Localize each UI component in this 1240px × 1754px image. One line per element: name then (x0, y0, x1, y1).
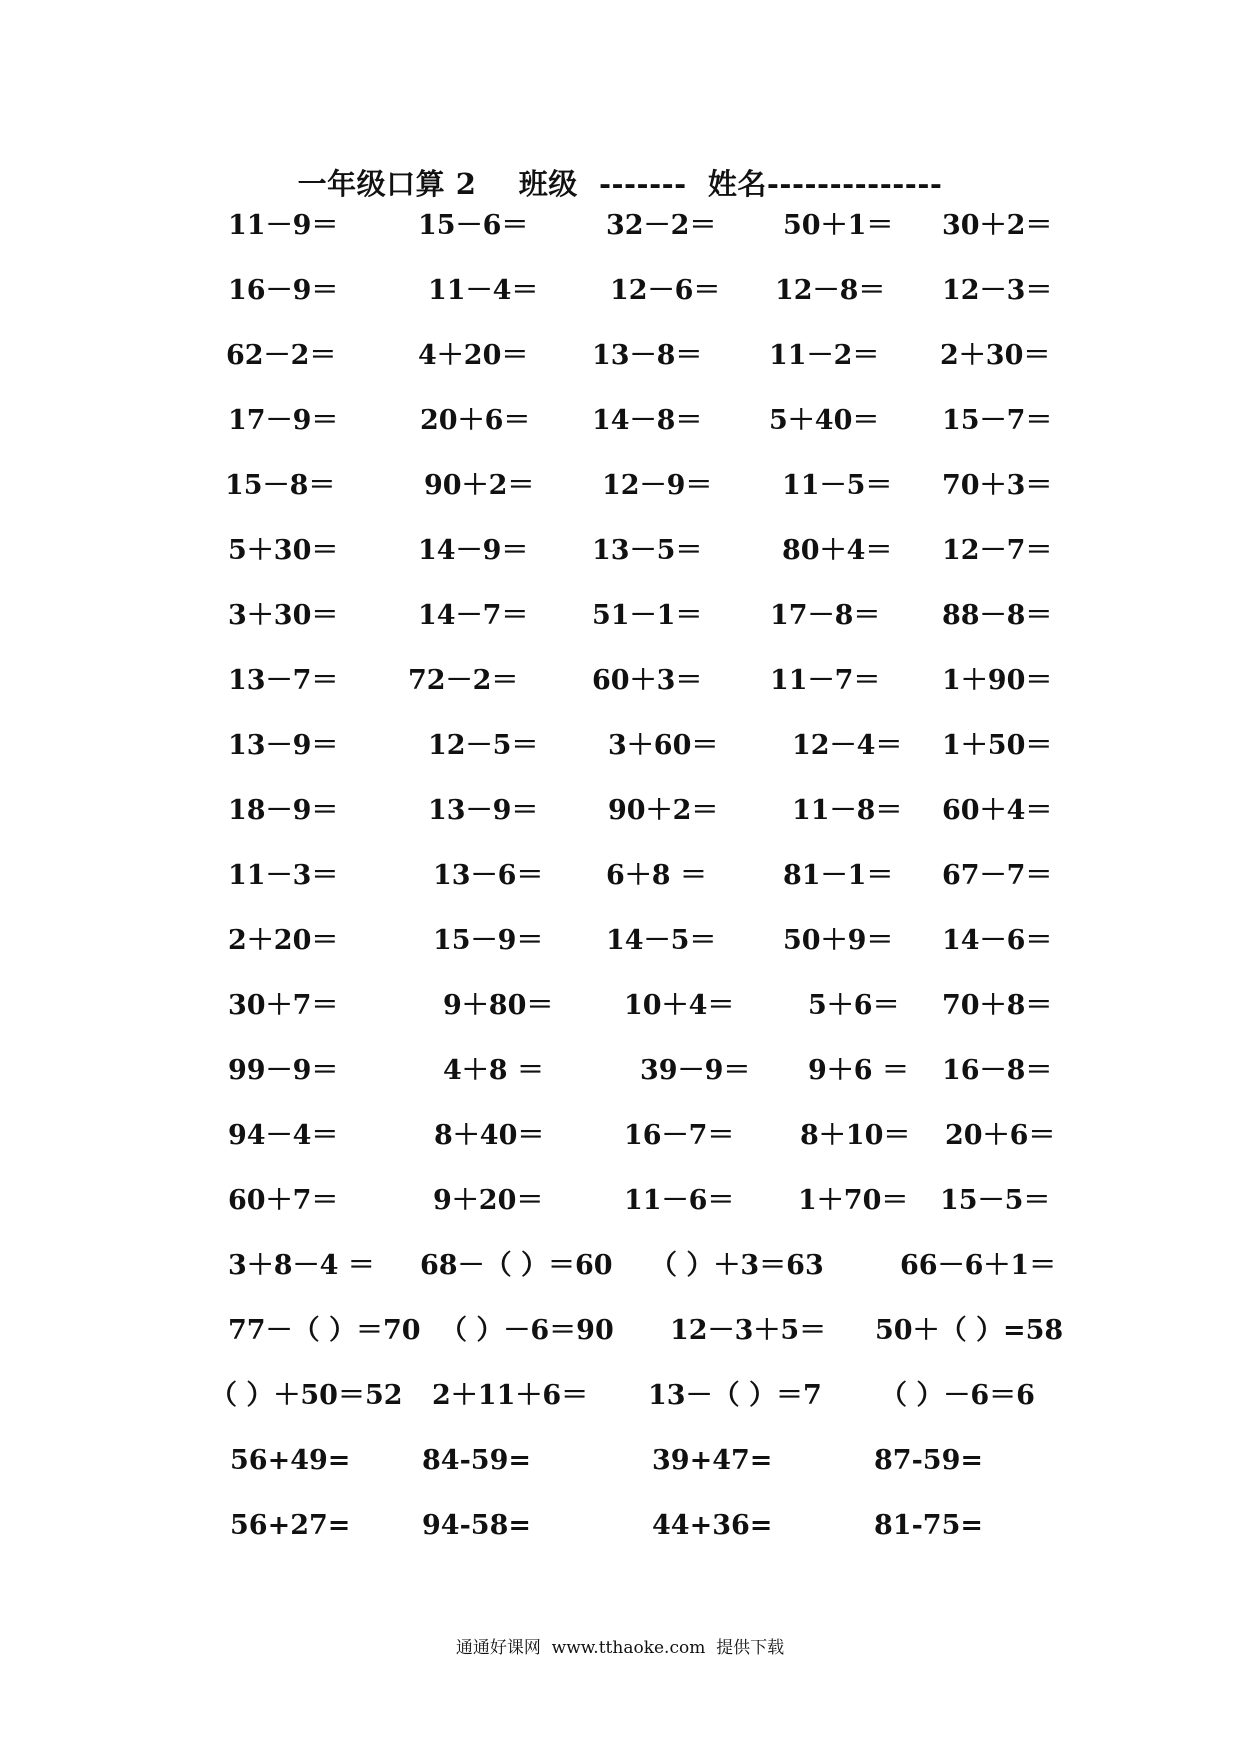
problem-item: 18－9＝ (228, 795, 339, 826)
problem-item: 13－7＝ (228, 665, 339, 696)
problem-row (0, 336, 1240, 376)
problem-item: 60＋7＝ (228, 1185, 339, 1216)
problem-item: 13－6＝ (433, 860, 544, 891)
problem-item: 90＋2＝ (424, 470, 535, 501)
problem-item: 14－9＝ (418, 535, 529, 566)
problem-item: 8＋40＝ (434, 1120, 545, 1151)
problem-item: 16－9＝ (228, 275, 339, 306)
problem-item: 30＋2＝ (942, 210, 1053, 241)
problem-item: 30＋7＝ (228, 990, 339, 1021)
problem-item: 10＋4＝ (624, 990, 735, 1021)
problem-row (0, 466, 1240, 506)
problem-item: 81-75= (874, 1510, 983, 1541)
problem-row (0, 1506, 1240, 1546)
problem-item: 15－5＝ (940, 1185, 1051, 1216)
problem-item: 11－8＝ (792, 795, 903, 826)
problem-item: 11－9＝ (228, 210, 339, 241)
problem-item: 6＋8 ＝ (606, 860, 707, 891)
problem-item: 11－3＝ (228, 860, 339, 891)
problem-row (0, 986, 1240, 1026)
problem-item: 2＋20＝ (228, 925, 339, 956)
problem-item: 17－9＝ (228, 405, 339, 436)
problem-item: 99－9＝ (228, 1055, 339, 1086)
problem-item: 3＋60＝ (608, 730, 719, 761)
problem-item: 67－7＝ (942, 860, 1053, 891)
problem-item: 11－5＝ (782, 470, 893, 501)
problem-item: 56+27= (230, 1510, 351, 1541)
problem-item: 20＋6＝ (945, 1120, 1056, 1151)
problem-item: 12－9＝ (602, 470, 713, 501)
problem-item: 87-59= (874, 1445, 983, 1476)
problem-item: 8＋10＝ (800, 1120, 911, 1151)
problem-item: 5＋40＝ (769, 405, 880, 436)
worksheet-title: 一年级口算 2 班级 ------- 姓名-------------- (297, 167, 943, 201)
problem-item: 88－8＝ (942, 600, 1053, 631)
problem-item: 5＋6＝ (808, 990, 900, 1021)
problem-item: 9＋20＝ (433, 1185, 544, 1216)
problem-item: 5＋30＝ (228, 535, 339, 566)
problem-row (0, 1246, 1240, 1286)
problem-row (0, 791, 1240, 831)
problem-item: 11－6＝ (624, 1185, 735, 1216)
problem-item: 12－4＝ (792, 730, 903, 761)
problem-item: 14－8＝ (592, 405, 703, 436)
problem-item: 94－4＝ (228, 1120, 339, 1151)
problem-item: 13－9＝ (228, 730, 339, 761)
problem-item: 94-58= (422, 1510, 531, 1541)
problem-row (0, 401, 1240, 441)
problem-item: 68－（ ）＝60 (420, 1250, 613, 1281)
problem-item: 15－7＝ (942, 405, 1053, 436)
problem-row (0, 1181, 1240, 1221)
problem-row (0, 206, 1240, 246)
problem-item: 81－1＝ (783, 860, 894, 891)
problem-row (0, 1116, 1240, 1156)
problem-item: 11－4＝ (428, 275, 539, 306)
problem-item: 12－3＝ (942, 275, 1053, 306)
problem-item: 77－（ ）＝70 (228, 1315, 421, 1346)
problem-row (0, 1051, 1240, 1091)
problem-item: 16－7＝ (624, 1120, 735, 1151)
problem-item: 11－7＝ (770, 665, 881, 696)
problem-item: 51－1＝ (592, 600, 703, 631)
problem-item: 1＋90＝ (942, 665, 1053, 696)
problem-item: 16－8＝ (942, 1055, 1053, 1086)
problem-item: 39+47= (652, 1445, 773, 1476)
problem-row (0, 921, 1240, 961)
problem-item: 2＋11＋6＝ (432, 1380, 589, 1411)
problem-item: 14－5＝ (606, 925, 717, 956)
problem-item: 80＋4＝ (782, 535, 893, 566)
problem-item: 13－9＝ (428, 795, 539, 826)
problem-item: （ ）＋3＝63 (650, 1250, 824, 1281)
problem-item: 44+36= (652, 1510, 773, 1541)
problem-item: 15－8＝ (225, 470, 336, 501)
problem-item: 13－5＝ (592, 535, 703, 566)
problem-item: 9＋80＝ (443, 990, 554, 1021)
problem-item: 12－3＋5＝ (670, 1315, 827, 1346)
problem-item: 1＋70＝ (798, 1185, 909, 1216)
problem-row (0, 531, 1240, 571)
problem-item: 3＋8－4 ＝ (228, 1250, 375, 1281)
problem-item: 14－6＝ (942, 925, 1053, 956)
problem-item: 13－（ ）＝7 (648, 1380, 822, 1411)
problem-item: 4＋20＝ (418, 340, 529, 371)
problem-item: 9＋6 ＝ (808, 1055, 909, 1086)
problem-item: 20＋6＝ (420, 405, 531, 436)
problem-item: 17－8＝ (770, 600, 881, 631)
problem-row (0, 726, 1240, 766)
problem-item: 62－2＝ (226, 340, 337, 371)
problem-item: 66－6＋1＝ (900, 1250, 1057, 1281)
problem-item: 12－8＝ (775, 275, 886, 306)
problem-item: 15－9＝ (433, 925, 544, 956)
problem-row (0, 856, 1240, 896)
problem-item: 14－7＝ (418, 600, 529, 631)
problem-item: 13－8＝ (592, 340, 703, 371)
problem-item: 2＋30＝ (940, 340, 1051, 371)
problem-item: 11－2＝ (769, 340, 880, 371)
problem-row (0, 1441, 1240, 1481)
problem-item: 72－2＝ (408, 665, 519, 696)
problem-row (0, 1311, 1240, 1351)
problem-item: （ ）＋50＝52 (210, 1380, 403, 1411)
footer-credit: 通通好课网 www.tthaoke.com 提供下载 (455, 1638, 785, 1658)
problem-item: 50＋（ ）=58 (875, 1315, 1064, 1346)
problem-row (0, 596, 1240, 636)
problem-item: 50＋9＝ (783, 925, 894, 956)
problem-row (0, 1376, 1240, 1416)
problem-item: （ ）－6＝6 (880, 1380, 1035, 1411)
problem-item: 70＋8＝ (942, 990, 1053, 1021)
problem-item: （ ）－6＝90 (440, 1315, 614, 1346)
problem-item: 50＋1＝ (783, 210, 894, 241)
problem-item: 12－7＝ (942, 535, 1053, 566)
problem-item: 15－6＝ (418, 210, 529, 241)
problem-item: 12－6＝ (610, 275, 721, 306)
problem-item: 4＋8 ＝ (443, 1055, 544, 1086)
problem-item: 12－5＝ (428, 730, 539, 761)
problem-item: 1＋50＝ (942, 730, 1053, 761)
problem-row (0, 271, 1240, 311)
problem-item: 70＋3＝ (942, 470, 1053, 501)
problem-item: 60＋3＝ (592, 665, 703, 696)
problem-item: 32－2＝ (606, 210, 717, 241)
problem-item: 60＋4＝ (942, 795, 1053, 826)
problem-item: 90＋2＝ (608, 795, 719, 826)
problem-item: 39－9＝ (640, 1055, 751, 1086)
problem-item: 56+49= (230, 1445, 351, 1476)
problem-item: 3＋30＝ (228, 600, 339, 631)
problem-item: 84-59= (422, 1445, 531, 1476)
problem-row (0, 661, 1240, 701)
